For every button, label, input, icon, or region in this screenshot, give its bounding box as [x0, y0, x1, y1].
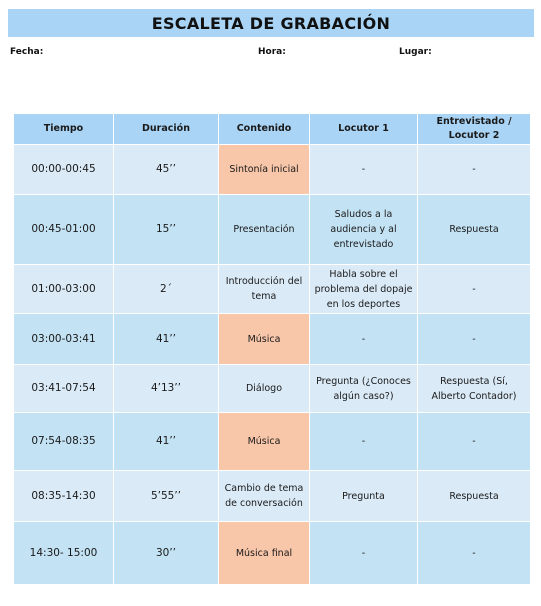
- escaleta-table: [13, 113, 531, 585]
- cell-locutor-2: -: [418, 522, 531, 585]
- table-row: [14, 365, 531, 413]
- cell-locutor-2: -: [418, 413, 531, 471]
- lugar-label: Lugar:: [399, 47, 432, 57]
- table-row: [14, 265, 531, 314]
- cell-contenido: Presentación: [219, 195, 310, 265]
- header-entrevistado-locutor-2: Entrevistado / Locutor 2: [418, 114, 531, 145]
- cell-tiempo: 03:41-07:54: [14, 365, 114, 413]
- cell-duracion: 2´: [114, 265, 219, 314]
- title-bar: [8, 9, 534, 37]
- table-header-row: [14, 114, 531, 145]
- cell-locutor-1: -: [310, 413, 418, 471]
- page-title: ESCALETA DE GRABACIÓN: [151, 13, 391, 33]
- table-row: [14, 195, 531, 265]
- cell-locutor-2: Respuesta (Sí, Alberto Contador): [418, 365, 531, 413]
- hora-label: Hora:: [258, 47, 286, 57]
- cell-contenido: Cambio de tema de conversación: [219, 471, 310, 522]
- cell-locutor-1: Habla sobre el problema del dopaje en los deportes: [310, 265, 418, 314]
- cell-locutor-2: Respuesta: [418, 195, 531, 265]
- cell-tiempo: 07:54-08:35: [14, 413, 114, 471]
- cell-contenido: Introducción del tema: [219, 265, 310, 314]
- table-row: [14, 471, 531, 522]
- table-row: [14, 522, 531, 585]
- cell-duracion: 4’13’’: [114, 365, 219, 413]
- cell-locutor-1: -: [310, 522, 418, 585]
- header-duracion: Duración: [114, 114, 219, 145]
- cell-tiempo: 03:00-03:41: [14, 314, 114, 365]
- cell-duracion: 30’’: [114, 522, 219, 585]
- cell-tiempo: 08:35-14:30: [14, 471, 114, 522]
- cell-contenido: Sintonía inicial: [219, 145, 310, 195]
- cell-tiempo: 01:00-03:00: [14, 265, 114, 314]
- cell-locutor-2: -: [418, 314, 531, 365]
- cell-locutor-1: Saludos a la audiencia y al entrevistado: [310, 195, 418, 265]
- table-row: [14, 413, 531, 471]
- cell-locutor-1: Pregunta (¿Conoces algún caso?): [310, 365, 418, 413]
- cell-contenido: Música final: [219, 522, 310, 585]
- cell-locutor-1: Pregunta: [310, 471, 418, 522]
- cell-locutor-1: -: [310, 314, 418, 365]
- cell-locutor-2: Respuesta: [418, 471, 531, 522]
- cell-locutor-2: -: [418, 145, 531, 195]
- cell-contenido: Música: [219, 314, 310, 365]
- cell-locutor-2: -: [418, 265, 531, 314]
- header-tiempo: Tiempo: [14, 114, 114, 145]
- table-row: [14, 145, 531, 195]
- header-locutor-1: Locutor 1: [310, 114, 418, 145]
- fecha-label: Fecha:: [10, 47, 44, 57]
- cell-locutor-1: -: [310, 145, 418, 195]
- header-contenido: Contenido: [219, 114, 310, 145]
- cell-tiempo: 00:45-01:00: [14, 195, 114, 265]
- cell-tiempo: 00:00-00:45: [14, 145, 114, 195]
- cell-duracion: 41’’: [114, 314, 219, 365]
- cell-duracion: 41’’: [114, 413, 219, 471]
- cell-contenido: Diálogo: [219, 365, 310, 413]
- cell-contenido: Música: [219, 413, 310, 471]
- table-row: [14, 314, 531, 365]
- cell-duracion: 45’’: [114, 145, 219, 195]
- cell-tiempo: 14:30- 15:00: [14, 522, 114, 585]
- cell-duracion: 15’’: [114, 195, 219, 265]
- cell-duracion: 5’55’’: [114, 471, 219, 522]
